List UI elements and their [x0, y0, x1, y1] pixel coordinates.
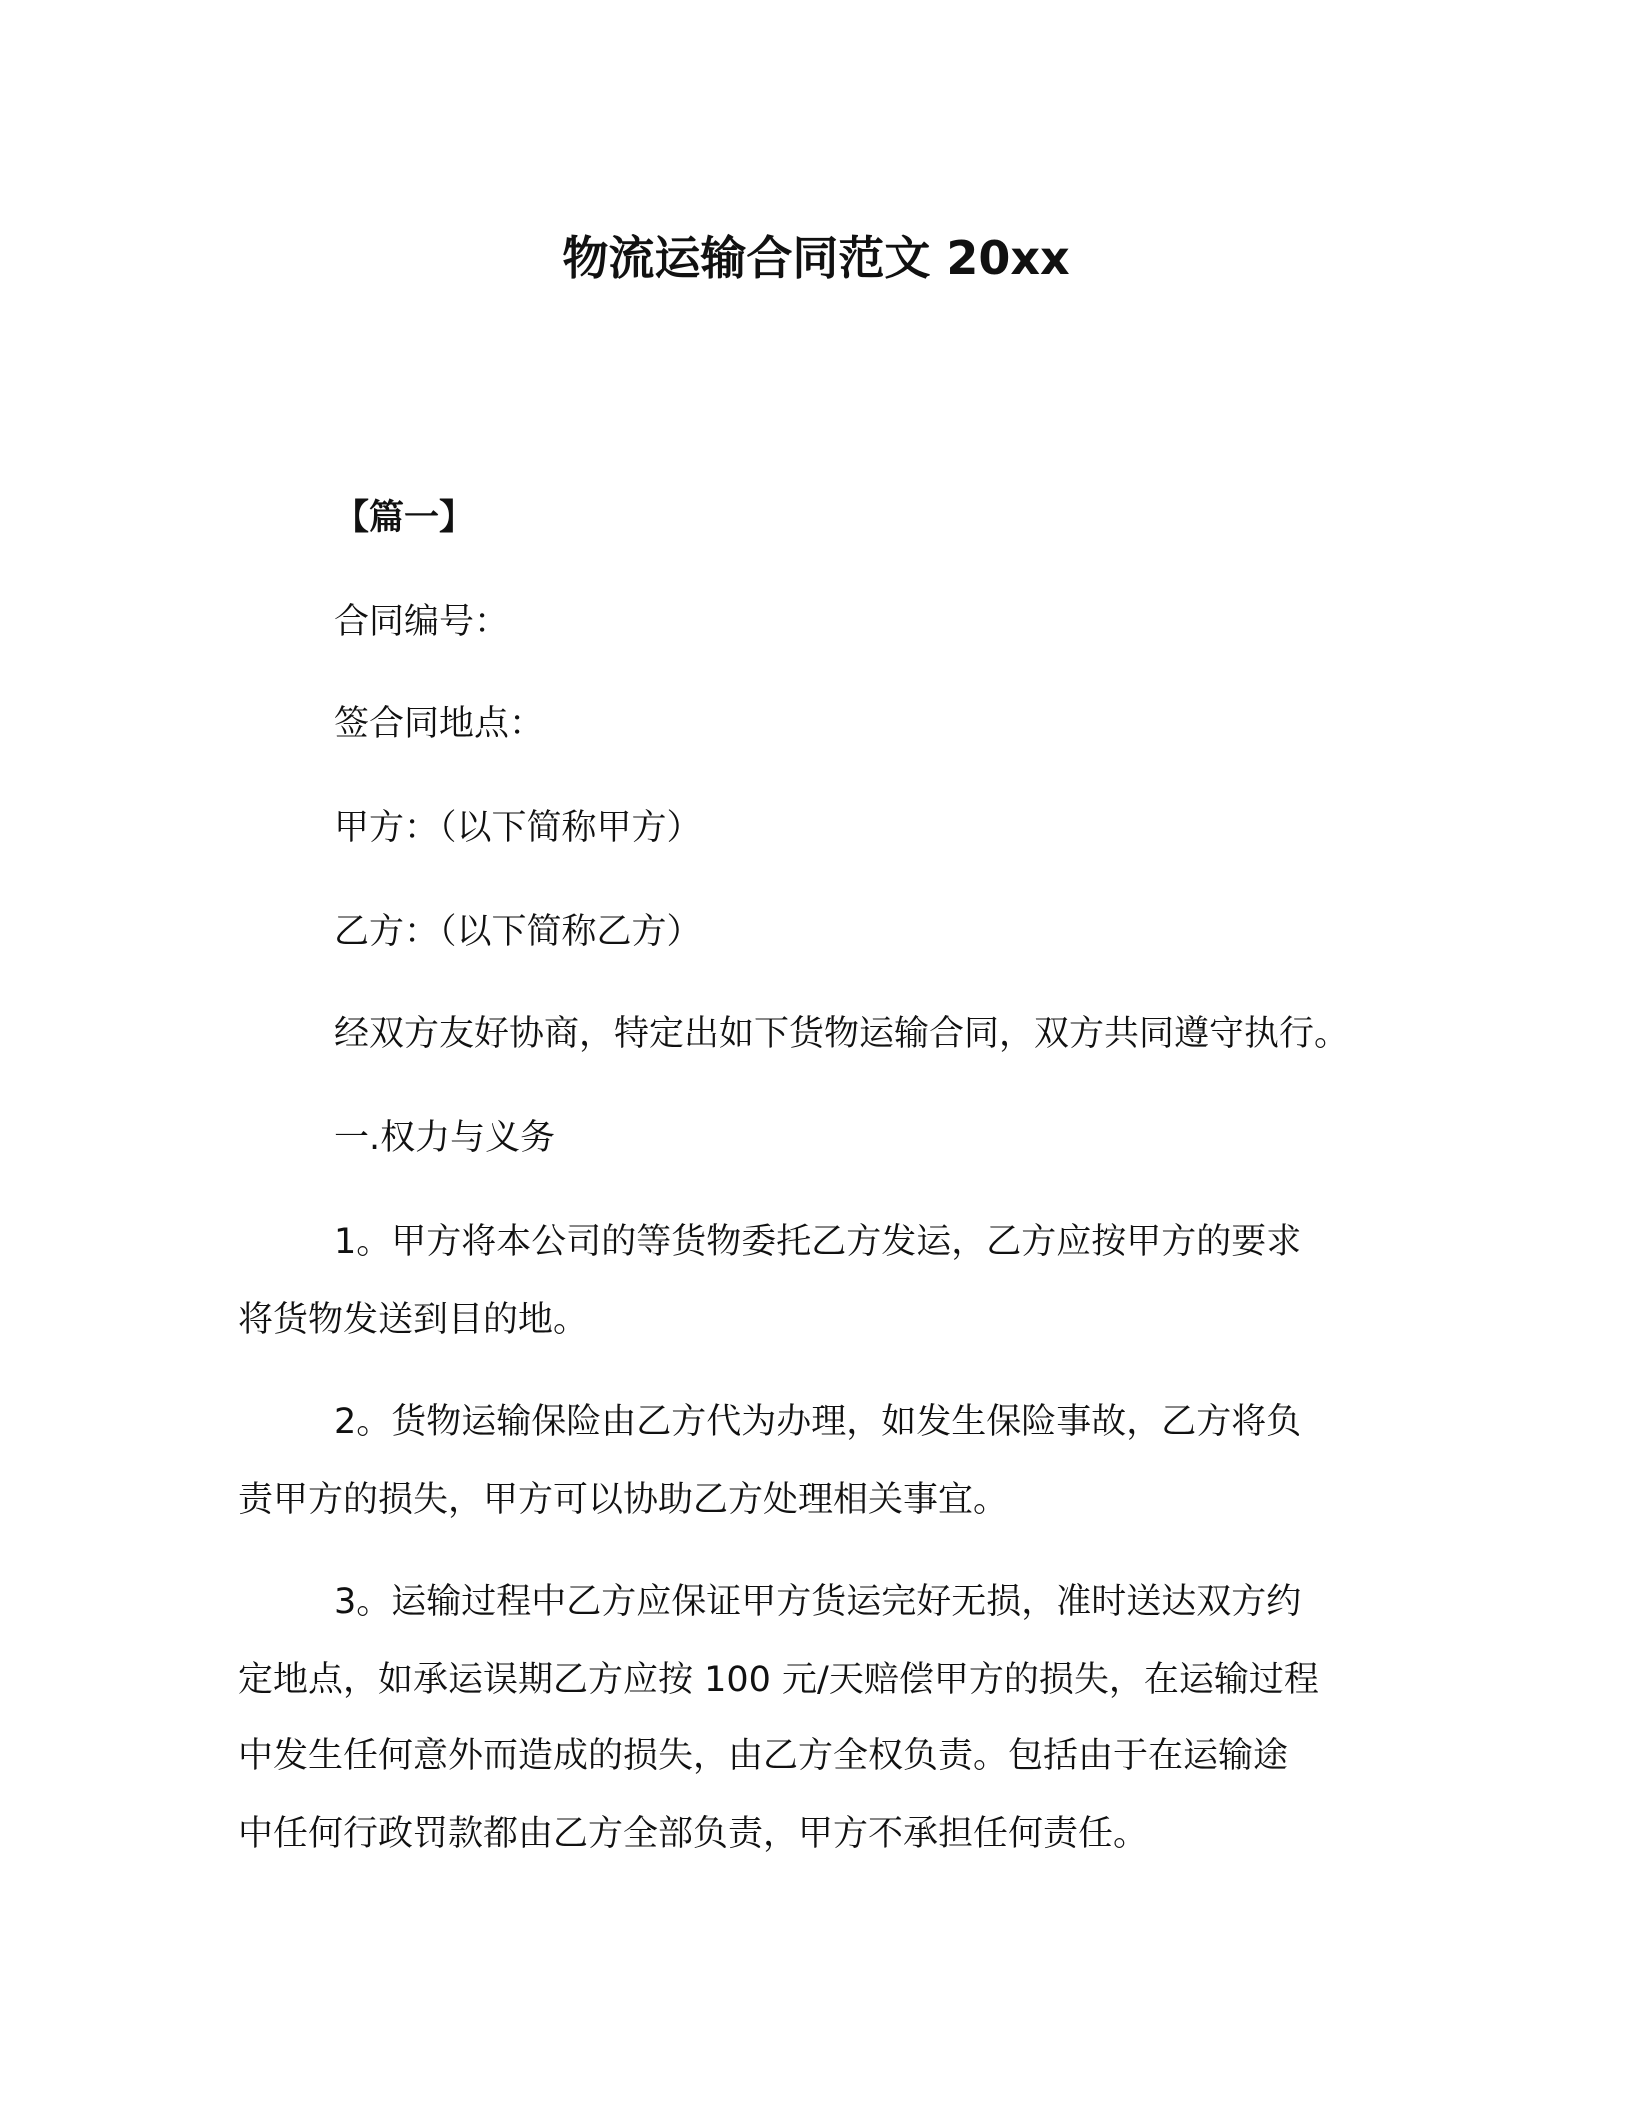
- section-label: 【篇一】: [334, 498, 475, 538]
- clause-2-line-1: 2。货物运输保险由乙方代为办理，如发生保险事故，乙方将负: [334, 1402, 1302, 1442]
- party-b-line: 乙方：（以下简称乙方）: [334, 912, 702, 952]
- signing-place-label: 签合同地点：: [334, 704, 545, 744]
- clause-3-line-2: 定地点，如承运误期乙方应按 100 元/天赔偿甲方的损失，在运输过程: [238, 1660, 1319, 1700]
- clause-1-line-1: 1。甲方将本公司的等货物委托乙方发运，乙方应按甲方的要求: [334, 1222, 1302, 1262]
- clause-3-line-1: 3。运输过程中乙方应保证甲方货运完好无损，准时送达双方约: [334, 1582, 1302, 1622]
- section-heading-rights-obligations: 一.权力与义务: [334, 1118, 556, 1158]
- clause-1-line-2: 将货物发送到目的地。: [238, 1300, 589, 1340]
- clause-2-line-2: 责甲方的损失，甲方可以协助乙方处理相关事宜。: [238, 1480, 1009, 1520]
- document-title: 物流运输合同范文 20xx: [562, 231, 1070, 285]
- clause-3-line-4: 中任何行政罚款都由乙方全部负责，甲方不承担任何责任。: [238, 1814, 1149, 1854]
- preamble-paragraph: 经双方友好协商，特定出如下货物运输合同，双方共同遵守执行。: [334, 1014, 1350, 1054]
- contract-number-label: 合同编号：: [334, 602, 510, 642]
- party-a-line: 甲方：（以下简称甲方）: [334, 808, 702, 848]
- clause-3-line-3: 中发生任何意外而造成的损失，由乙方全权负责。包括由于在运输途: [238, 1736, 1289, 1776]
